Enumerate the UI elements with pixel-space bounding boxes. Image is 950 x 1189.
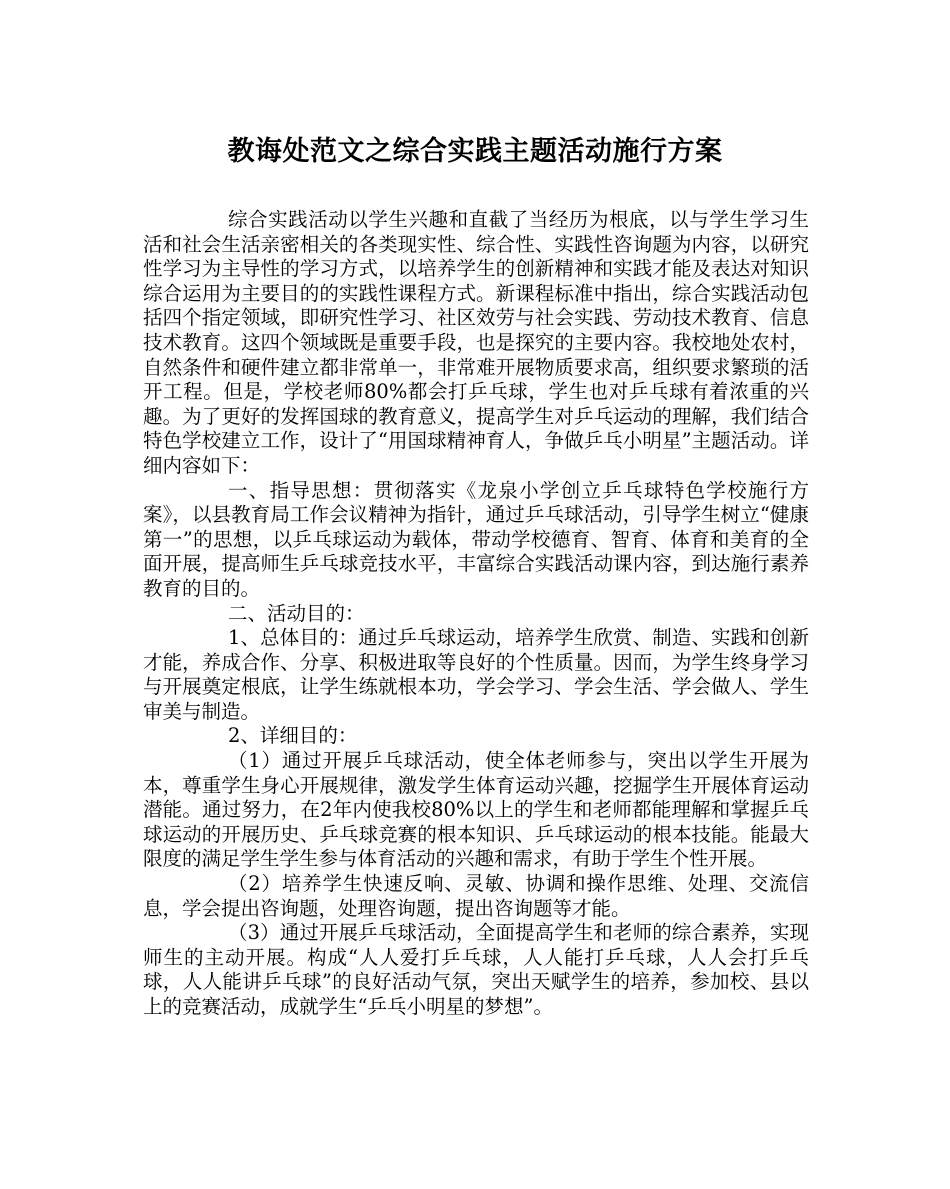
- paragraph-intro: 综合实践活动以学生兴趣和直截了当经历为根底，以与学生学习生活和社会生活亲密相关的各类现实性、综合性、实践性咨询题为内容，以研究性学习为主导性的学习方式，以培养学生的创新精神和实践才能及表达对知识综合运用为主要目的的实践性课程方式。新课程标准中指出，综合实践活动包括四个指定领域，即研究性学习、社区效劳与社会实践、劳动技术教育、信息技术教育。这四个领域既是重要手段，也是探究的主要内容。我校地处农村，自然条件和硬件建立都非常单一，非常难开展物质要求高，组织要求繁琐的活开工程。但是，学校老师80%都会打乒乓球，学生也对乒乓球有着浓重的兴趣。为了更好的发挥国球的教育意义，提高学生对乒乓运动的理解，我们结合特色学校建立工作，设计了“用国球精神育人，争做乒乓小明星”主题活动。详细内容如下：: [143, 208, 809, 477]
- paragraph-detailed-goals-heading: 2、详细目的：: [228, 724, 358, 748]
- document-title: 教诲处范文之综合实践主题活动施行方案: [227, 136, 723, 167]
- paragraph-overall-goal: 1、总体目的：通过乒乓球运动，培养学生欣赏、制造、实践和创新才能，养成合作、分享、积极进取等良好的个性质量。因而，为学生终身学习与开展奠定根底，让学生练就根本功，学会学习、学会生活、学会做人、学生审美与制造。: [143, 626, 809, 723]
- paragraph-detailed-goal-1: （1）通过开展乒乓球活动，使全体老师参与，突出以学生开展为本，尊重学生身心开展规律，激发学生体育运动兴趣，挖掘学生开展体育运动潜能。通过努力，在2年内使我校80%以上的学生和老师都能理解和掌握乒乓球运动的开展历史、乒乓球竞赛的根本知识、乒乓球运动的根本技能。能最大限度的满足学生学生参与体育活动的兴趣和需求，有助于学生个性开展。: [143, 749, 809, 871]
- paragraph-activity-goals-heading: 二、活动目的：: [228, 601, 365, 625]
- paragraph-detailed-goal-2: （2）培养学生快速反响、灵敏、协调和操作思维、处理、交流信息，学会提出咨询题，处理咨询题，提出咨询题等才能。: [143, 872, 809, 920]
- paragraph-detailed-goal-3: （3）通过开展乒乓球活动，全面提高学生和老师的综合素养，实现师生的主动开展。构成“人人爱打乒乓球，人人能打乒乓球，人人会打乒乓球，人人能讲乒乓球”的良好活动气氛，突出天赋学生的培养，参加校、县以上的竞赛活动，成就学生“乒乓小明星的梦想”。: [143, 921, 809, 1018]
- document-body: [143, 208, 809, 1020]
- paragraph-guiding-thought: 一、指导思想：贯彻落实《龙泉小学创立乒乓球特色学校施行方案》，以县教育局工作会议精神为指针，通过乒乓球活动，引导学生树立“健康第一”的思想，以乒乓球运动为载体，带动学校德育、智育、体育和美育的全面开展，提高师生乒乓球竞技水平，丰富综合实践活动课内容，到达施行素养教育的目的。: [143, 478, 809, 600]
